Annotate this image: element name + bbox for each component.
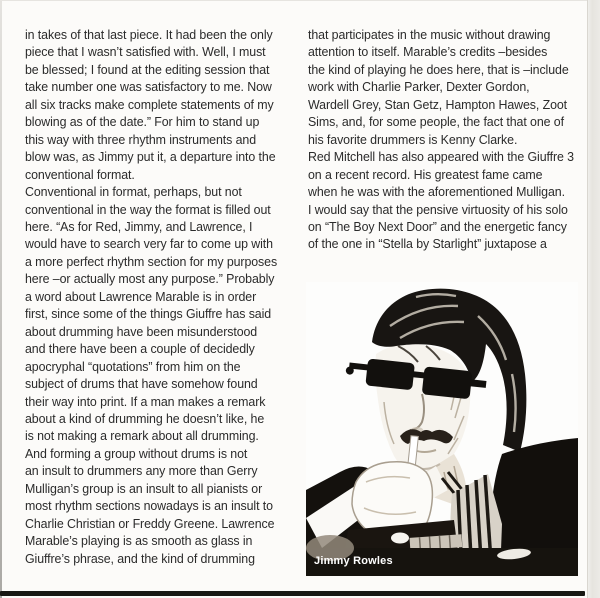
text-line: Giuffre’s phrase, and the kind of drumming xyxy=(25,550,255,566)
text-line: about drumming have been misunderstood xyxy=(25,323,258,339)
left-text-column xyxy=(25,26,305,567)
text-line: conventional in the way the format is filled out xyxy=(25,201,271,217)
text-line: blowing as of the date.” For him to stand up xyxy=(25,114,260,130)
text-line: the kind of playing he does here, that is –include xyxy=(308,61,569,77)
text-line: and there have been a couple of decidedly xyxy=(25,341,255,357)
text-line: that participates in the music without drawing xyxy=(308,27,551,42)
text-line: all six tracks make complete statements of my xyxy=(25,96,274,112)
text-line: I would say that the pensive virtuosity of his solo xyxy=(308,201,568,217)
text-line: work with Charlie Parker, Dexter Gordon, xyxy=(308,79,530,95)
page-bottom-edge xyxy=(0,591,585,596)
page-top-edge xyxy=(0,0,600,1)
text-line: an insult to drummers any more than Gerry xyxy=(25,463,258,479)
text-line: be blessed; I found at the editing session that xyxy=(25,61,270,77)
text-line: Charlie Christian or Freddy Greene. Lawrence xyxy=(25,515,275,531)
text-line: about a kind of drumming he doesn’t like, he xyxy=(25,410,265,426)
text-line: most rhythm sections nowadays is an insult to xyxy=(25,498,273,514)
text-line: take number one was satisfactory to me. Now xyxy=(25,79,272,95)
text-line: a word about Lawrence Marable is in order xyxy=(25,288,257,304)
text-line: here –or actually most any purpose.” Probably xyxy=(25,271,275,287)
portrait-illustration xyxy=(306,282,578,576)
text-line: here. “As for Red, Jimmy, and Lawrence, I xyxy=(25,218,253,234)
text-line: his favorite drummers is Kenny Clarke. xyxy=(308,131,518,147)
text-line: piece that I wasn’t satisfied with. Well, I must xyxy=(25,44,266,60)
jimmy-rowles-photo xyxy=(306,282,578,576)
text-line: this way with three rhythm instruments and xyxy=(25,131,256,147)
text-line: Sims, and, for some people, the fact that one of xyxy=(308,114,564,130)
text-line: a more perfect rhythm section for my purposes xyxy=(25,253,278,269)
text-line: blow was, as Jimmy put it, a departure into the xyxy=(25,149,276,165)
text-line: is not making a remark about all drumming. xyxy=(25,428,259,444)
text-line: on a recent record. His greatest fame came xyxy=(308,166,543,182)
text-line: their way into print. If a man makes a remark xyxy=(25,393,266,409)
text-line: on “The Boy Next Door” and the energetic fancy xyxy=(308,218,567,234)
page-right-edge xyxy=(587,0,600,598)
right-text-column xyxy=(308,26,588,253)
text-line: in takes of that last piece. It had been the only xyxy=(25,27,273,42)
text-line: attention to itself. Marable’s credits –besides xyxy=(308,44,548,60)
text-line: Mulligan’s group is an insult to all pianists or xyxy=(25,480,263,496)
text-line: when he was with the aforementioned Mulligan. xyxy=(308,184,565,200)
text-line: Red Mitchell has also appeared with the Giuffre 3 xyxy=(308,149,574,165)
text-line: apocryphal “quotations” from him on the xyxy=(25,358,241,374)
photo-caption: Jimmy Rowles xyxy=(314,555,393,567)
text-line: Wardell Grey, Stan Getz, Hampton Hawes, Zoot xyxy=(308,96,568,112)
text-line: And forming a group without drums is not xyxy=(25,445,248,461)
text-line: would have to search very far to come up with xyxy=(25,236,273,252)
text-line: subject of drums that have somehow found xyxy=(25,376,258,392)
page-left-edge xyxy=(0,0,2,598)
text-line: Marable’s playing is as smooth as glass in xyxy=(25,533,253,549)
text-line: of the one in “Stella by Starlight” juxtapose a xyxy=(308,236,547,252)
text-line: Conventional in format, perhaps, but not xyxy=(25,184,242,200)
text-line: first, since some of the things Giuffre has said xyxy=(25,306,272,322)
text-line: conventional format. xyxy=(25,166,135,182)
